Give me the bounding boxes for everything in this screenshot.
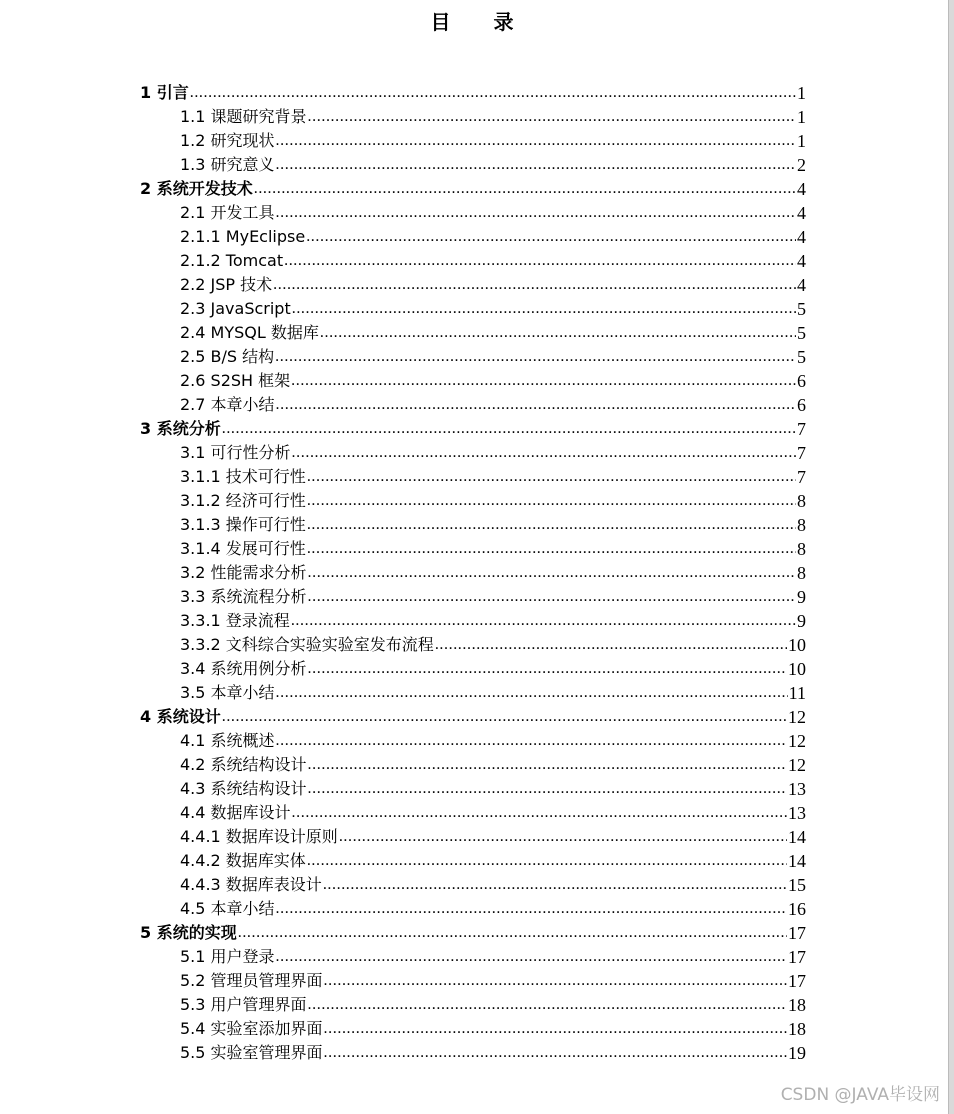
toc-entry-label: 2.2 JSP 技术 [180,275,273,294]
dot-leader [308,754,787,776]
toc-entry-label: 4.5 本章小结 [180,899,275,918]
toc-entry-page: 17 [788,923,806,943]
toc-entry[interactable] [140,272,806,296]
dot-leader [291,610,796,632]
dot-leader [308,994,787,1016]
dot-leader [324,970,787,992]
toc-entry[interactable] [140,296,806,320]
toc-entry[interactable] [140,704,806,728]
toc-entry-label: 1.3 研究意义 [180,155,275,174]
toc-entry[interactable] [140,344,806,368]
toc-entry-label: 3.1.3 操作可行性 [180,515,306,534]
toc-entry-label: 2.4 MYSQL 数据库 [180,323,319,342]
toc-entry[interactable] [140,248,806,272]
toc-entry-page: 14 [788,851,806,871]
toc-entry-page: 18 [788,1019,806,1039]
toc-entry-page: 16 [788,899,806,919]
toc-entry[interactable] [140,872,806,896]
toc-entry-page: 8 [797,491,806,511]
toc-entry-page: 15 [788,875,806,895]
toc-entry[interactable] [140,176,806,200]
dot-leader [238,922,787,944]
toc-title: 目 录 [430,10,532,34]
toc-entry[interactable] [140,656,806,680]
toc-entry[interactable] [140,776,806,800]
toc-entry-page: 8 [797,539,806,559]
toc-entry-label: 3.1.4 发展可行性 [180,539,306,558]
toc-entry[interactable] [140,896,806,920]
toc-entry[interactable] [140,584,806,608]
toc-entry-label: 3.2 性能需求分析 [180,563,307,582]
dot-leader [276,130,796,152]
page-edge [948,0,954,1114]
dot-leader [284,250,796,272]
toc-entry-page: 1 [797,83,806,103]
toc-entry[interactable] [140,944,806,968]
dot-leader [308,658,787,680]
toc-entry-page: 8 [797,515,806,535]
toc-entry-label: 3.3.1 登录流程 [180,611,290,630]
toc-entry-label: 1.2 研究现状 [180,131,275,150]
toc-entry-label: 4.4.1 数据库设计原则 [180,827,338,846]
toc-entry-page: 11 [788,683,806,703]
toc-entry[interactable] [140,104,806,128]
toc-entry[interactable] [140,824,806,848]
toc-entry-label: 5.2 管理员管理界面 [180,971,323,990]
toc-entry[interactable] [140,440,806,464]
toc-entry-page: 1 [797,131,806,151]
toc-entry-page: 2 [797,155,806,175]
dot-leader [276,946,787,968]
toc-entry-label: 3.4 系统用例分析 [180,659,307,678]
toc-entry-label: 3.5 本章小结 [180,683,275,702]
toc-entry-page: 17 [788,971,806,991]
toc-entry[interactable] [140,560,806,584]
toc-entry-label: 2.5 B/S 结构 [180,347,275,366]
toc-entry[interactable] [140,536,806,560]
dot-leader [307,466,796,488]
toc-entry[interactable] [140,992,806,1016]
dot-leader [339,826,787,848]
dot-leader [276,682,788,704]
toc-entry[interactable] [140,464,806,488]
toc-entry[interactable] [140,416,806,440]
toc-entry-label: 4 系统设计 [140,707,221,726]
toc-entry-page: 10 [788,635,806,655]
toc-entry-label: 5.4 实验室添加界面 [180,1019,323,1038]
toc-entry[interactable] [140,128,806,152]
toc-entry-label: 4.3 系统结构设计 [180,779,307,798]
toc-entry[interactable] [140,320,806,344]
toc-entry-page: 4 [797,227,806,247]
toc-entry-page: 9 [797,611,806,631]
toc-entry-label: 3.1 可行性分析 [180,443,291,462]
dot-leader [275,346,796,368]
toc-entry-label: 3.1.2 经济可行性 [180,491,306,510]
toc-entry[interactable] [140,920,806,944]
dot-leader [276,730,787,752]
dot-leader [190,82,796,104]
toc-entry[interactable] [140,80,806,104]
toc-entry[interactable] [140,848,806,872]
toc-entry[interactable] [140,200,806,224]
toc-entry-page: 7 [797,419,806,439]
toc-entry[interactable] [140,488,806,512]
dot-leader [435,634,787,656]
watermark: CSDN @JAVA毕设网 [780,1085,940,1105]
toc-entry-page: 13 [788,803,806,823]
dot-leader [276,898,787,920]
dot-leader [307,850,787,872]
toc-entry-page: 13 [788,779,806,799]
toc-entry[interactable] [140,680,806,704]
toc-entry-page: 12 [788,707,806,727]
dot-leader [308,586,796,608]
toc-entry[interactable] [140,1040,806,1064]
toc-entry-page: 4 [797,251,806,271]
toc-entry-label: 2.6 S2SH 框架 [180,371,291,390]
toc-entry-page: 10 [788,659,806,679]
dot-leader [320,322,796,344]
dot-leader [324,1042,787,1064]
toc-entry-label: 4.1 系统概述 [180,731,275,750]
toc-entry-page: 9 [797,587,806,607]
toc-entry[interactable] [140,728,806,752]
dot-leader [276,394,796,416]
toc-entry-label: 3.1.1 技术可行性 [180,467,306,486]
toc-entry-label: 2.1 开发工具 [180,203,275,222]
toc-entry[interactable] [140,632,806,656]
toc-entry-page: 8 [797,563,806,583]
toc-entry-label: 2.1.2 Tomcat [180,251,284,270]
toc-entry-page: 12 [788,755,806,775]
toc-entry-page: 6 [797,371,806,391]
dot-leader [292,298,796,320]
dot-leader [291,370,796,392]
toc-entry-label: 4.4.2 数据库实体 [180,851,306,870]
toc-entry-label: 2 系统开发技术 [140,179,253,198]
toc-entry-label: 3.3.2 文科综合实验实验室发布流程 [180,635,434,654]
dot-leader [306,226,796,248]
toc-entry[interactable] [140,368,806,392]
dot-leader [308,778,787,800]
dot-leader [307,514,796,536]
toc-entry[interactable] [140,224,806,248]
toc-entry-label: 3.3 系统流程分析 [180,587,307,606]
toc-entry-page: 5 [797,347,806,367]
toc-entry-page: 1 [797,107,806,127]
dot-leader [307,490,796,512]
dot-leader [323,874,787,896]
dot-leader [308,106,796,128]
toc-entry-page: 7 [797,443,806,463]
toc-entry-label: 5.1 用户登录 [180,947,275,966]
toc-entry[interactable] [140,512,806,536]
dot-leader [254,178,796,200]
toc-entry-label: 1 引言 [140,83,189,102]
toc-entry-page: 18 [788,995,806,1015]
toc-entry[interactable] [140,800,806,824]
dot-leader [222,418,796,440]
toc-entry-label: 3 系统分析 [140,419,221,438]
dot-leader [308,562,796,584]
dot-leader [276,154,796,176]
dot-leader [273,274,796,296]
toc-entry-page: 17 [788,947,806,967]
toc-entry-page: 4 [797,203,806,223]
toc-entry[interactable] [140,968,806,992]
toc-entry-label: 4.4 数据库设计 [180,803,291,822]
toc-entry-label: 2.7 本章小结 [180,395,275,414]
toc-entry-page: 19 [788,1043,806,1063]
toc-entry-page: 6 [797,395,806,415]
table-of-contents [140,80,806,1064]
dot-leader [222,706,787,728]
toc-entry-page: 4 [797,179,806,199]
toc-entry-label: 4.2 系统结构设计 [180,755,307,774]
toc-entry-label: 2.1.1 MyEclipse [180,227,306,246]
toc-entry-page: 14 [788,827,806,847]
toc-entry-page: 12 [788,731,806,751]
toc-entry-page: 5 [797,299,806,319]
toc-entry[interactable] [140,392,806,416]
toc-entry-label: 1.1 课题研究背景 [180,107,307,126]
toc-entry-label: 5.5 实验室管理界面 [180,1043,323,1062]
toc-entry-page: 5 [797,323,806,343]
dot-leader [324,1018,787,1040]
toc-entry-label: 5.3 用户管理界面 [180,995,307,1014]
toc-entry-page: 7 [797,467,806,487]
dot-leader [292,802,787,824]
toc-entry-label: 4.4.3 数据库表设计 [180,875,322,894]
toc-entry[interactable] [140,152,806,176]
dot-leader [307,538,796,560]
toc-entry[interactable] [140,752,806,776]
toc-entry[interactable] [140,1016,806,1040]
toc-entry[interactable] [140,608,806,632]
toc-entry-label: 5 系统的实现 [140,923,237,942]
dot-leader [276,202,796,224]
toc-entry-label: 2.3 JavaScript [180,299,291,318]
dot-leader [292,442,796,464]
toc-entry-page: 4 [797,275,806,295]
